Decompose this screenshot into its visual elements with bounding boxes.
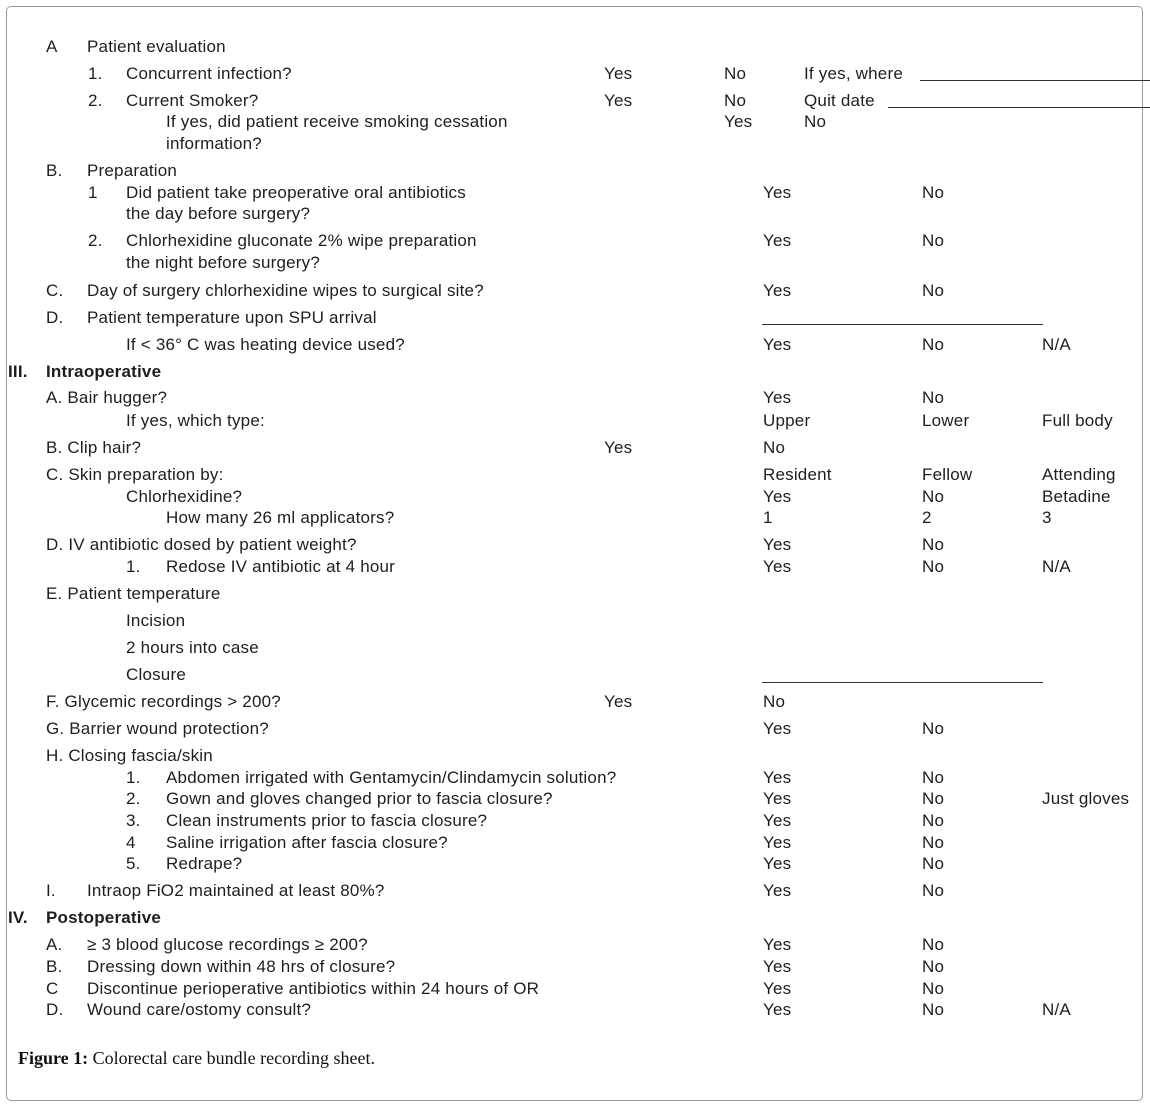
form-row-18-cell-4[interactable]: Attending xyxy=(1042,465,1116,484)
form-row-16-cell-3[interactable]: Lower xyxy=(922,411,970,430)
form-row-38-cell-3[interactable]: Yes xyxy=(763,957,792,976)
form-row-33-cell-4[interactable]: No xyxy=(922,833,945,852)
form-row-18-cell-1: C. Skin preparation by: xyxy=(46,465,224,484)
form-row-3-cell-2: Current Smoker? xyxy=(126,91,259,110)
form-row-20-cell-3[interactable]: 2 xyxy=(922,508,932,527)
form-row-40-cell-2: Wound care/ostomy consult? xyxy=(87,1000,312,1019)
form-row-11-cell-2: Day of surgery chlorhexidine wipes to surgical site? xyxy=(87,281,484,300)
form-row-35-cell-1: I. xyxy=(46,881,56,900)
form-row-4-cell-2[interactable]: Yes xyxy=(724,112,753,131)
form-row-30-cell-1: 1. xyxy=(126,768,141,787)
form-row-37-cell-2: ≥ 3 blood glucose recordings ≥ 200? xyxy=(87,935,368,954)
form-row-16-cell-1: If yes, which type: xyxy=(126,411,265,430)
form-row-34-cell-4[interactable]: No xyxy=(922,854,945,873)
form-row-18-cell-3[interactable]: Fellow xyxy=(922,465,973,484)
form-row-13-cell-1: If < 36° C was heating device used? xyxy=(126,335,405,354)
form-row-38-cell-2: Dressing down within 48 hrs of closure? xyxy=(87,957,396,976)
form-row-7-cell-4[interactable]: No xyxy=(922,183,945,202)
form-row-39-cell-2: Discontinue perioperative antibiotics within 24 hours of OR xyxy=(87,979,540,998)
form-row-15-cell-1: A. Bair hugger? xyxy=(46,388,168,407)
form-row-7-cell-2: Did patient take preoperative oral antibiotics xyxy=(126,183,466,202)
form-row-12-cell-1: D. xyxy=(46,308,64,327)
form-row-15-cell-2[interactable]: Yes xyxy=(763,388,792,407)
form-row-17-cell-3[interactable]: No xyxy=(763,438,786,457)
form-row-13-cell-4[interactable]: N/A xyxy=(1042,335,1071,354)
form-row-35-cell-3[interactable]: Yes xyxy=(763,881,792,900)
form-row-27-cell-3[interactable]: No xyxy=(763,692,786,711)
form-row-3-cell-1: 2. xyxy=(88,91,103,110)
form-row-21-cell-3[interactable]: No xyxy=(922,535,945,554)
form-row-3-cell-4[interactable]: No xyxy=(724,91,747,110)
form-row-16-cell-4[interactable]: Full body xyxy=(1042,411,1113,430)
form-row-20-cell-2[interactable]: 1 xyxy=(763,508,773,527)
form-row-21-cell-2[interactable]: Yes xyxy=(763,535,792,554)
form-row-25-cell-1: 2 hours into case xyxy=(126,638,259,657)
form-row-15-cell-3[interactable]: No xyxy=(922,388,945,407)
form-row-33-cell-2: Saline irrigation after fascia closure? xyxy=(166,833,448,852)
form-row-19-cell-1: Chlorhexidine? xyxy=(126,487,243,506)
form-row-26-cell-1: Closure xyxy=(126,665,186,684)
form-row-17-cell-2[interactable]: Yes xyxy=(604,438,633,457)
form-row-9-cell-1: 2. xyxy=(88,231,103,250)
form-row-17-cell-1: B. Clip hair? xyxy=(46,438,142,457)
form-row-37-cell-4[interactable]: No xyxy=(922,935,945,954)
form-row-31-cell-5[interactable]: Just gloves xyxy=(1042,789,1130,808)
form-row-6-cell-1: B. xyxy=(46,161,63,180)
form-row-36-cell-2: Postoperative xyxy=(46,908,162,927)
form-row-30-cell-4[interactable]: No xyxy=(922,768,945,787)
figure-caption xyxy=(18,1047,375,1069)
form-row-7-cell-3[interactable]: Yes xyxy=(763,183,792,202)
form-row-27-cell-2[interactable]: Yes xyxy=(604,692,633,711)
form-row-20-cell-1: How many 26 ml applicators? xyxy=(166,508,395,527)
form-row-37-cell-3[interactable]: Yes xyxy=(763,935,792,954)
form-row-11-cell-4[interactable]: No xyxy=(922,281,945,300)
form-row-21-cell-1: D. IV antibiotic dosed by patient weight? xyxy=(46,535,357,554)
form-row-31-cell-2: Gown and gloves changed prior to fascia closure? xyxy=(166,789,553,808)
form-row-2-cell-5: If yes, where xyxy=(804,64,903,83)
form-row-40-cell-3[interactable]: Yes xyxy=(763,1000,792,1019)
form-row-18-cell-2[interactable]: Resident xyxy=(763,465,832,484)
form-row-32-cell-1: 3. xyxy=(126,811,141,830)
arrival-temperature-blank[interactable] xyxy=(762,324,1043,325)
form-row-10-cell-1: the night before surgery? xyxy=(126,253,321,272)
form-row-27-cell-1: F. Glycemic recordings > 200? xyxy=(46,692,281,711)
form-row-40-cell-4[interactable]: No xyxy=(922,1000,945,1019)
form-row-2-cell-1: 1. xyxy=(88,64,103,83)
form-row-28-cell-3[interactable]: No xyxy=(922,719,945,738)
form-row-11-cell-1: C. xyxy=(46,281,64,300)
form-row-23-cell-1: E. Patient temperature xyxy=(46,584,221,603)
form-row-1-cell-2: Patient evaluation xyxy=(87,37,226,56)
form-row-38-cell-4[interactable]: No xyxy=(922,957,945,976)
form-row-22-cell-3[interactable]: Yes xyxy=(763,557,792,576)
form-row-9-cell-3[interactable]: Yes xyxy=(763,231,792,250)
form-row-13-cell-3[interactable]: No xyxy=(922,335,945,354)
form-row-40-cell-1: D. xyxy=(46,1000,64,1019)
form-row-3-cell-5: Quit date xyxy=(804,91,875,110)
figure-caption-label: Figure 1: xyxy=(18,1048,89,1068)
form-row-2-cell-4[interactable]: No xyxy=(724,64,747,83)
form-row-22-cell-1: 1. xyxy=(126,557,141,576)
figure-caption-text: Colorectal care bundle recording sheet. xyxy=(88,1048,376,1068)
form-row-34-cell-2: Redrape? xyxy=(166,854,243,873)
form-row-22-cell-4[interactable]: No xyxy=(922,557,945,576)
form-row-35-cell-4[interactable]: No xyxy=(922,881,945,900)
form-row-32-cell-3[interactable]: Yes xyxy=(763,811,792,830)
form-row-28-cell-2[interactable]: Yes xyxy=(763,719,792,738)
form-row-34-cell-1: 5. xyxy=(126,854,141,873)
form-row-39-cell-3[interactable]: Yes xyxy=(763,979,792,998)
form-row-30-cell-3[interactable]: Yes xyxy=(763,768,792,787)
form-row-28-cell-1: G. Barrier wound protection? xyxy=(46,719,269,738)
form-row-35-cell-2: Intraop FiO2 maintained at least 80%? xyxy=(87,881,385,900)
form-row-30-cell-2: Abdomen irrigated with Gentamycin/Clindamycin solution? xyxy=(166,768,617,787)
form-row-6-cell-2: Preparation xyxy=(87,161,178,180)
form-row-22-cell-5[interactable]: N/A xyxy=(1042,557,1071,576)
form-row-40-cell-5[interactable]: N/A xyxy=(1042,1000,1071,1019)
form-row-39-cell-4[interactable]: No xyxy=(922,979,945,998)
form-row-31-cell-1: 2. xyxy=(126,789,141,808)
form-row-12-cell-2: Patient temperature upon SPU arrival xyxy=(87,308,377,327)
form-row-2-cell-2: Concurrent infection? xyxy=(126,64,292,83)
form-row-19-cell-2[interactable]: Yes xyxy=(763,487,792,506)
form-row-2-cell-3[interactable]: Yes xyxy=(604,64,633,83)
form-row-32-cell-2: Clean instruments prior to fascia closure? xyxy=(166,811,488,830)
form-row-32-cell-4[interactable]: No xyxy=(922,811,945,830)
form-row-9-cell-4[interactable]: No xyxy=(922,231,945,250)
form-row-8-cell-1: the day before surgery? xyxy=(126,204,311,223)
form-row-1-cell-1: A xyxy=(46,37,58,56)
form-row-31-cell-4[interactable]: No xyxy=(922,789,945,808)
form-row-9-cell-2: Chlorhexidine gluconate 2% wipe preparation xyxy=(126,231,477,250)
form-row-3-cell-3[interactable]: Yes xyxy=(604,91,633,110)
form-row-34-cell-3[interactable]: Yes xyxy=(763,854,792,873)
form-row-14-cell-2: Intraoperative xyxy=(46,362,162,381)
form-row-31-cell-3[interactable]: Yes xyxy=(763,789,792,808)
form-row-16-cell-2[interactable]: Upper xyxy=(763,411,811,430)
form-row-38-cell-1: B. xyxy=(46,957,63,976)
form-row-7-cell-1[interactable]: 1 xyxy=(88,183,98,202)
form-row-4-cell-3[interactable]: No xyxy=(804,112,827,131)
form-row-39-cell-1: C xyxy=(46,979,59,998)
closure-temperature-blank[interactable] xyxy=(762,682,1043,683)
infection-location-blank[interactable] xyxy=(920,80,1150,81)
form-row-20-cell-4[interactable]: 3 xyxy=(1042,508,1052,527)
form-row-19-cell-3[interactable]: No xyxy=(922,487,945,506)
form-row-13-cell-2[interactable]: Yes xyxy=(763,335,792,354)
form-row-14-cell-1: III. xyxy=(8,362,28,381)
form-row-24-cell-1: Incision xyxy=(126,611,186,630)
form-row-5-cell-1: information? xyxy=(166,134,262,153)
form-row-4-cell-1: If yes, did patient receive smoking cessation xyxy=(166,112,508,131)
form-row-36-cell-1: IV. xyxy=(8,908,28,927)
form-row-22-cell-2: Redose IV antibiotic at 4 hour xyxy=(166,557,396,576)
form-row-37-cell-1: A. xyxy=(46,935,63,954)
form-row-29-cell-1: H. Closing fascia/skin xyxy=(46,746,213,765)
form-row-33-cell-3[interactable]: Yes xyxy=(763,833,792,852)
quit-date-blank[interactable] xyxy=(888,107,1150,108)
form-row-19-cell-4[interactable]: Betadine xyxy=(1042,487,1111,506)
form-row-33-cell-1: 4 xyxy=(126,833,136,852)
form-row-11-cell-3[interactable]: Yes xyxy=(763,281,792,300)
